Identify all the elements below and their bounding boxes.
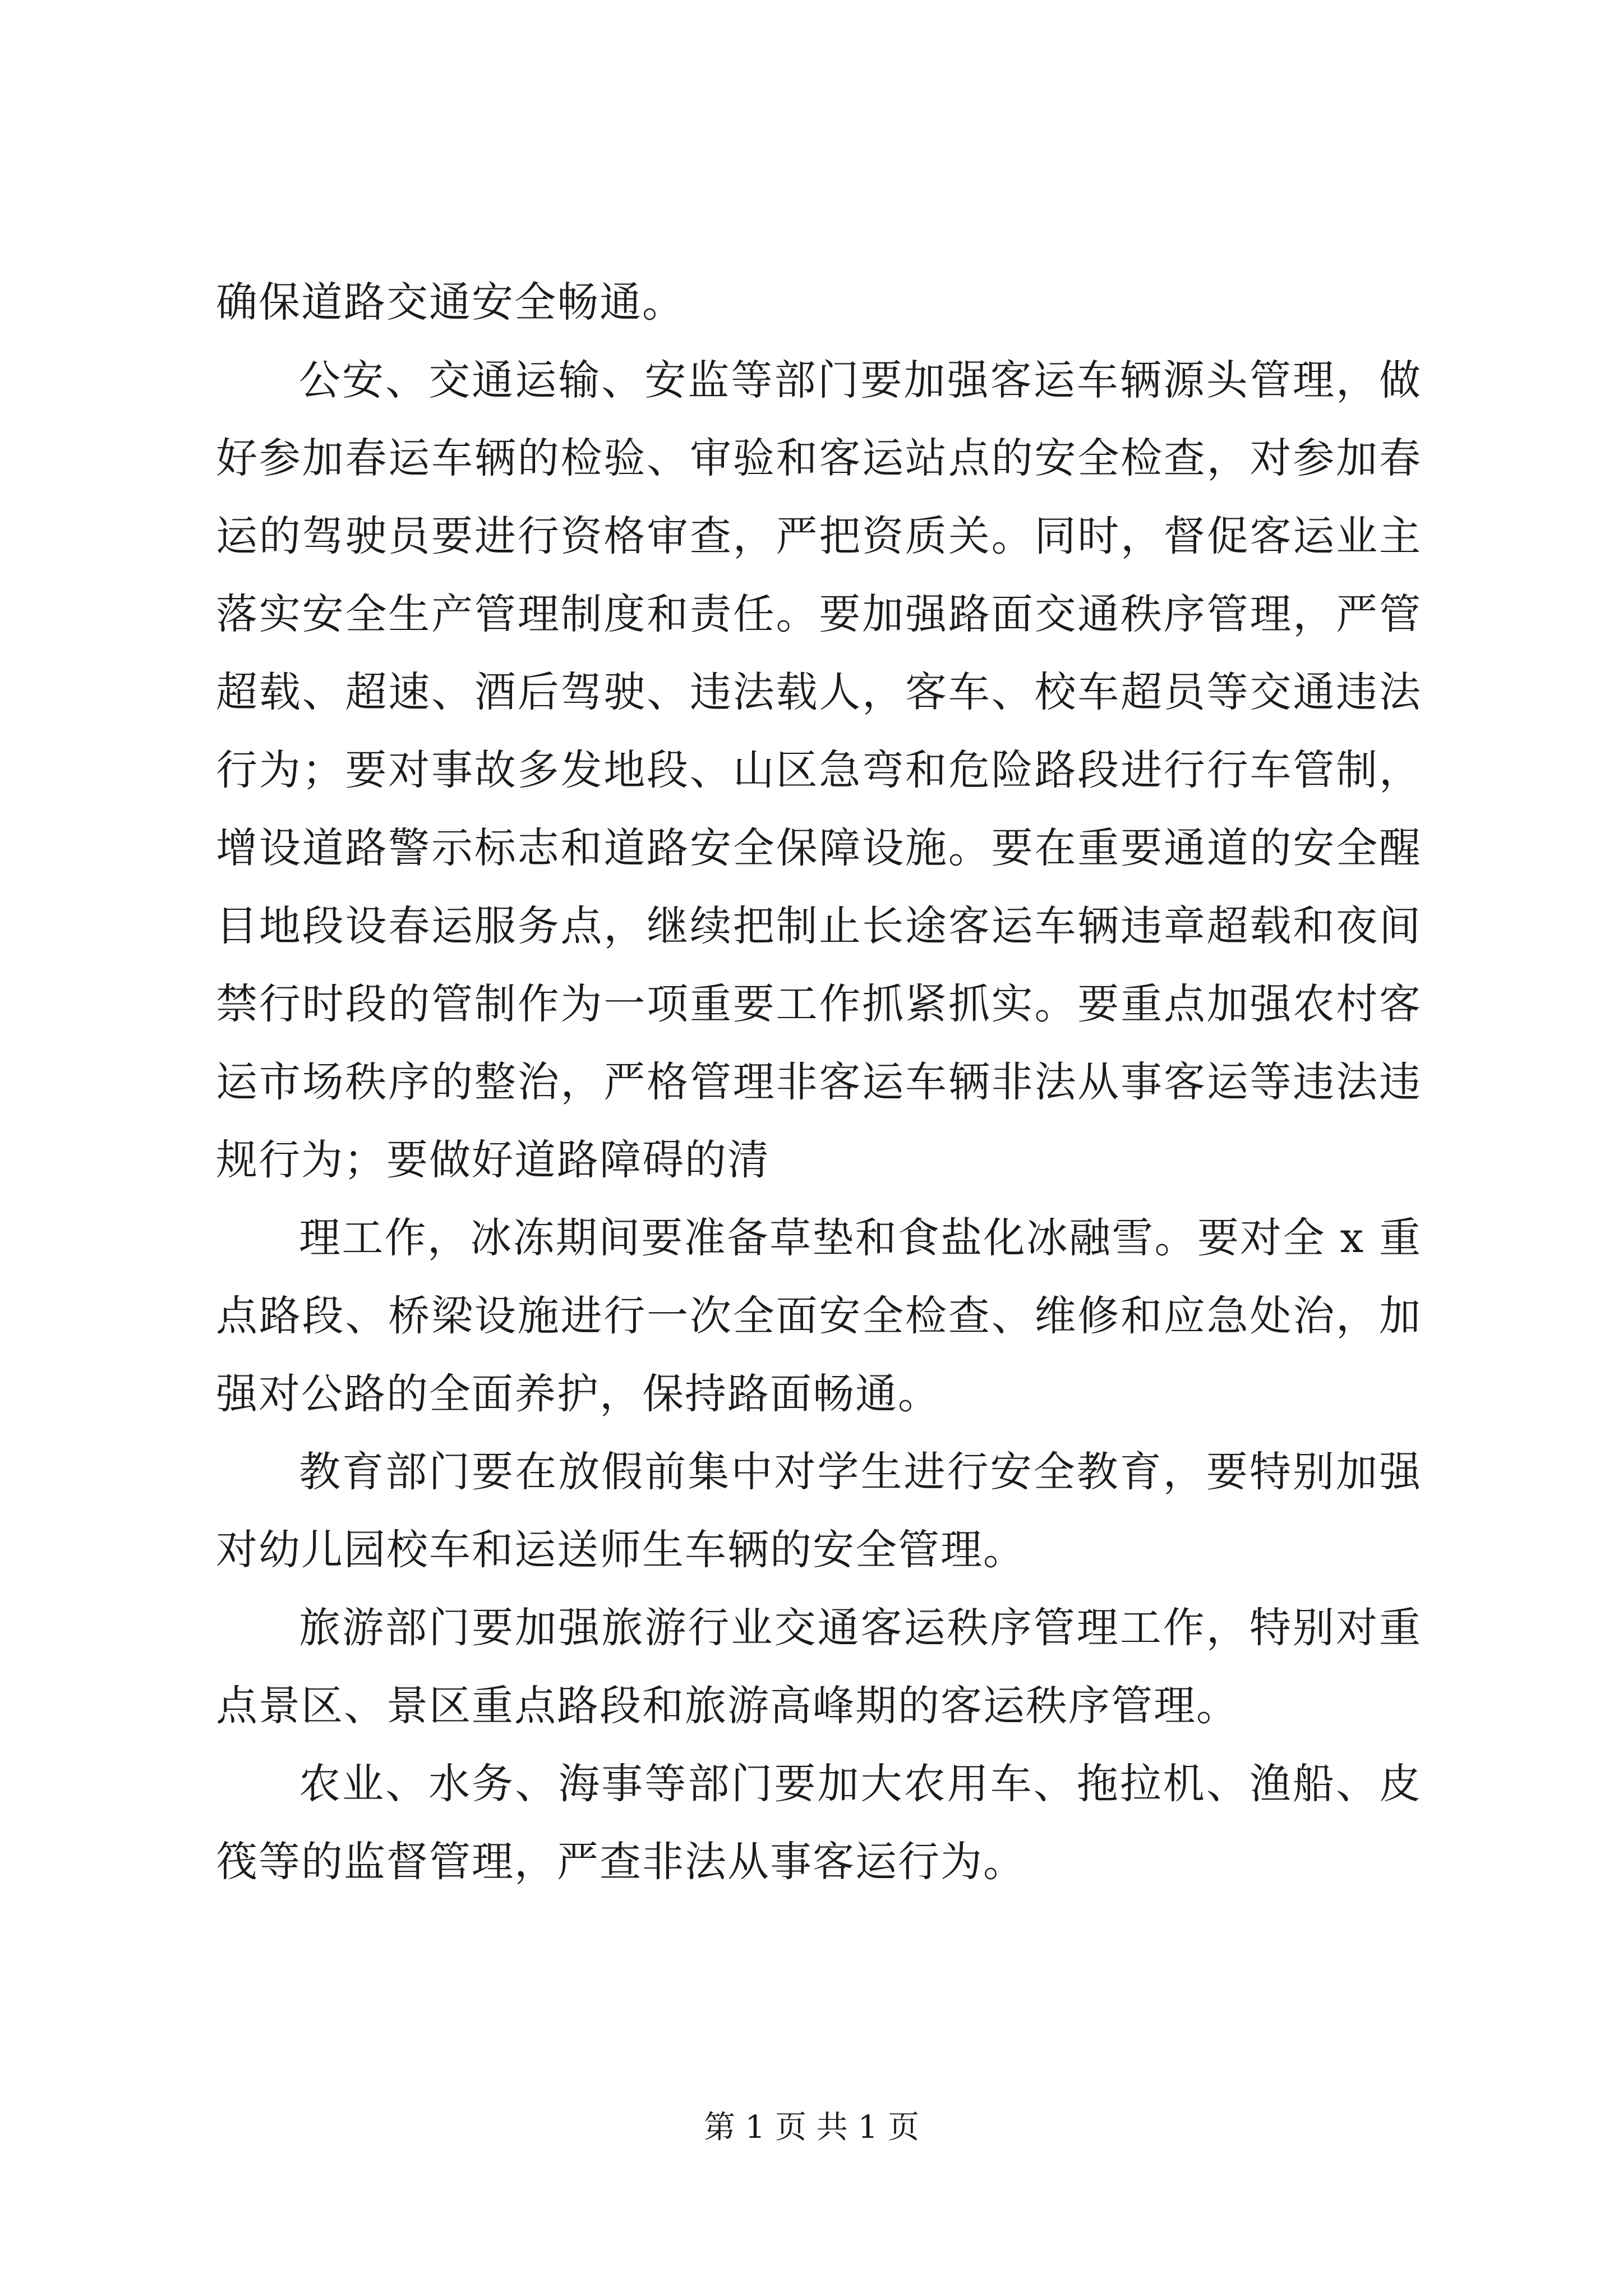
text-line: 运市场秩序的整治，严格管理非客运车辆非法从事客运等违法违 — [216, 1058, 1422, 1106]
text-line: 行为；要对事故多发地段、山区急弯和危险路段进行行车管制， — [216, 746, 1422, 794]
paragraph — [216, 1433, 1422, 1589]
text-line: 强对公路的全面养护，保持路面畅通。 — [216, 1370, 940, 1418]
text-line: 旅游部门要加强旅游行业交通客运秩序管理工作，特别对重 — [299, 1604, 1422, 1652]
text-line: 规行为；要做好道路障碍的清 — [216, 1136, 770, 1184]
text-line: 禁行时段的管制作为一项重要工作抓紧抓实。要重点加强农村客 — [216, 980, 1422, 1028]
paragraph — [216, 264, 1422, 342]
page-footer: 第 1 页 共 1 页 — [703, 2109, 920, 2146]
text-line: 筏等的监督管理，严查非法从事客运行为。 — [216, 1838, 1026, 1886]
text-line: 点景区、景区重点路段和旅游高峰期的客运秩序管理。 — [216, 1682, 1239, 1730]
text-line: 好参加春运车辆的检验、审验和客运站点的安全检查，对参加春 — [216, 434, 1422, 482]
text-line: 增设道路警示标志和道路安全保障设施。要在重要通道的安全醒 — [216, 824, 1422, 872]
paragraph — [216, 1745, 1422, 1901]
text-line: 落实安全生产管理制度和责任。要加强路面交通秩序管理，严管 — [216, 590, 1422, 638]
paragraph — [216, 1199, 1422, 1433]
text-line: 超载、超速、酒后驾驶、违法载人，客车、校车超员等交通违法 — [216, 668, 1422, 716]
text-line: 目地段设春运服务点，继续把制止长途客运车辆违章超载和夜间 — [216, 902, 1422, 950]
text-line: 理工作，冰冻期间要准备草垫和食盐化冰融雪。要对全 x 重 — [299, 1214, 1422, 1262]
text-line: 点路段、桥梁设施进行一次全面安全检查、维修和应急处治，加 — [216, 1292, 1422, 1340]
text-line: 对幼儿园校车和运送师生车辆的安全管理。 — [216, 1526, 1026, 1574]
paragraph — [216, 1589, 1422, 1745]
text-line: 确保道路交通安全畅通。 — [216, 278, 685, 326]
text-line: 运的驾驶员要进行资格审查，严把资质关。同时，督促客运业主 — [216, 512, 1422, 560]
text-line: 教育部门要在放假前集中对学生进行安全教育，要特别加强 — [299, 1448, 1422, 1496]
document-body — [216, 264, 1422, 1901]
paragraph — [216, 342, 1422, 1199]
text-line: 农业、水务、海事等部门要加大农用车、拖拉机、渔船、皮 — [299, 1760, 1422, 1808]
text-line: 公安、交通运输、安监等部门要加强客运车辆源头管理，做 — [299, 356, 1422, 404]
